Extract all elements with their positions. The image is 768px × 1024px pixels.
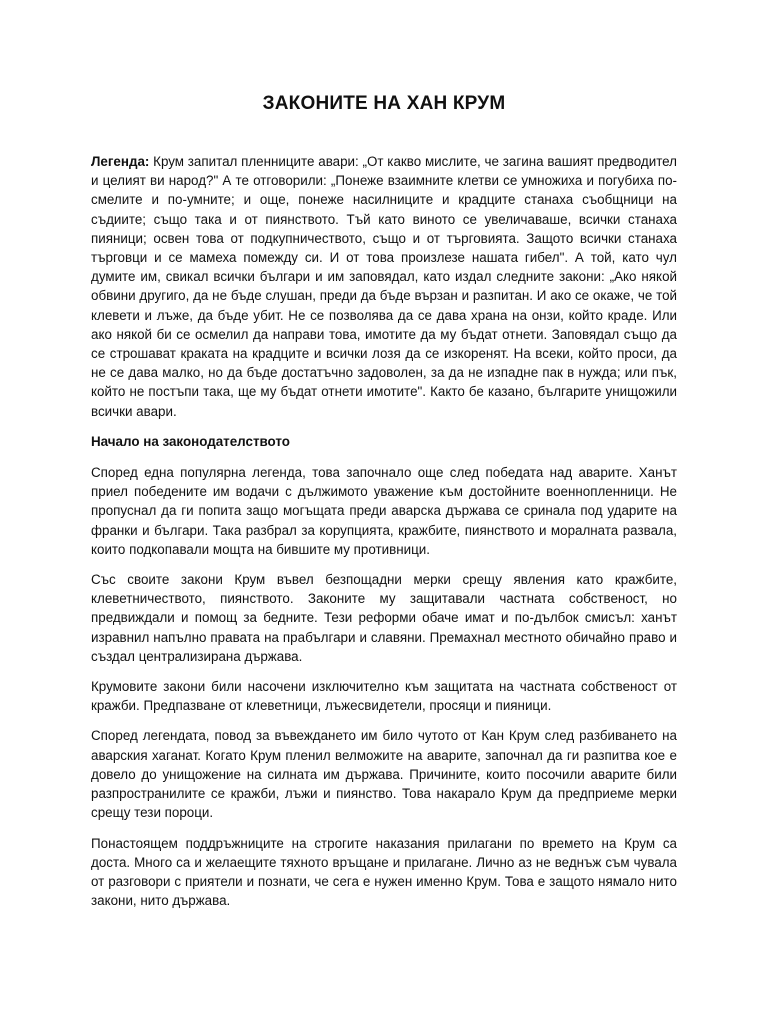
paragraph-5: Понастоящем поддръжниците на строгите наказания прилагани по времето на Крум са доста. Много са и желаещите тяхното връщане и прилагане. Лично аз не веднъж съм чувала от разговори с приятели и познати, че сега е нужен именно Крум. Това е защото нямало нито закони, нито държава. (91, 835, 677, 909)
document-body (91, 152, 677, 910)
paragraph-3: Крумовите закони били насочени изключително към защитата на частната собственост от кражби. Предпазване от клеветници, лъжесвидетели, просяци и пияници. (91, 679, 677, 714)
section-heading: Начало на законодателството (91, 433, 290, 449)
paragraph-4: Според легендата, повод за въвеждането им било чутото от Кан Крум след разбиването на аварския хаганат. Когато Крум пленил велможите на аварите, започнал да ги разпитва кое е довело до унищожение на силната им държава. Причините, които посочили аварите били разпространилите се кражби, лъжи и пиянство. Това накарало Крум да предприеме мерки срещу тези пороци. (91, 728, 677, 821)
legend-paragraph (91, 152, 677, 421)
legend-label: Легенда: (91, 154, 150, 169)
legend-text: Крум запитал пленниците авари: „От какво мислите, че загина вашият предводител и целият ви народ?" А те отговорили: „Понеже взаимните клетви се умножиха и погубиха по-смелите и по-умните; и още, понеже насилниците и крадците станаха съобщници на съдиите; също така и от пиянството. Тъй като виното се увеличаваше, всички станаха пияници; освен това от подкупничеството, също и от търговията. Защото всички станаха търговци и се мамеха помежду си. И от това произлезе нашата гибел". А той, като чул думите им, свикал всички българи и им заповядал, като издал следните закони: „Ако някой обвини другиго, да не бъде слушан, преди да бъде вързан и разпитан. И ако се окаже, че той клевети и лъже, да бъде убит. Не се позволява да се дава храна на онзи, който краде. Или ако някой би се осмелил да направи това, имотите да му бъдат отнети. Заповядал също да се строшават краката на крадците и всички лозя да се изкоренят. На всеки, който проси, да не се дава малко, но да бъде достатъчно задоволен, за да не изпадне пак в нужда; или пък, който не постъпи така, ще му бъдат отнети имотите". Както бе казано, българите унищожили всички авари. (91, 154, 677, 419)
paragraph-2: Със своите закони Крум въвел безпощадни мерки срещу явления като кражбите, клеветничеството, пиянството. Законите му защитавали частната собственост, но предвиждали и помощ за бедните. Тези реформи обаче имат и по-дълбок смисъл: ханът изравнил напълно правата на прабългари и славяни. Премахнал местното обичайно право и създал централизирана държава. (91, 572, 677, 664)
page-title: ЗАКОНИТЕ НА ХАН КРУМ (262, 93, 506, 114)
paragraph-1: Според една популярна легенда, това започнало още след победата над аварите. Ханът приел победените им водачи с дължимото уважение към достойните военнопленници. Не пропуснал да ги попита защо могъщата преди аварска държава се сринала под ударите на франки и българи. Така разбрал за корупцията, кражбите, пиянството и моралната развала, които подкопавали мощта на бившите му противници. (91, 465, 677, 557)
